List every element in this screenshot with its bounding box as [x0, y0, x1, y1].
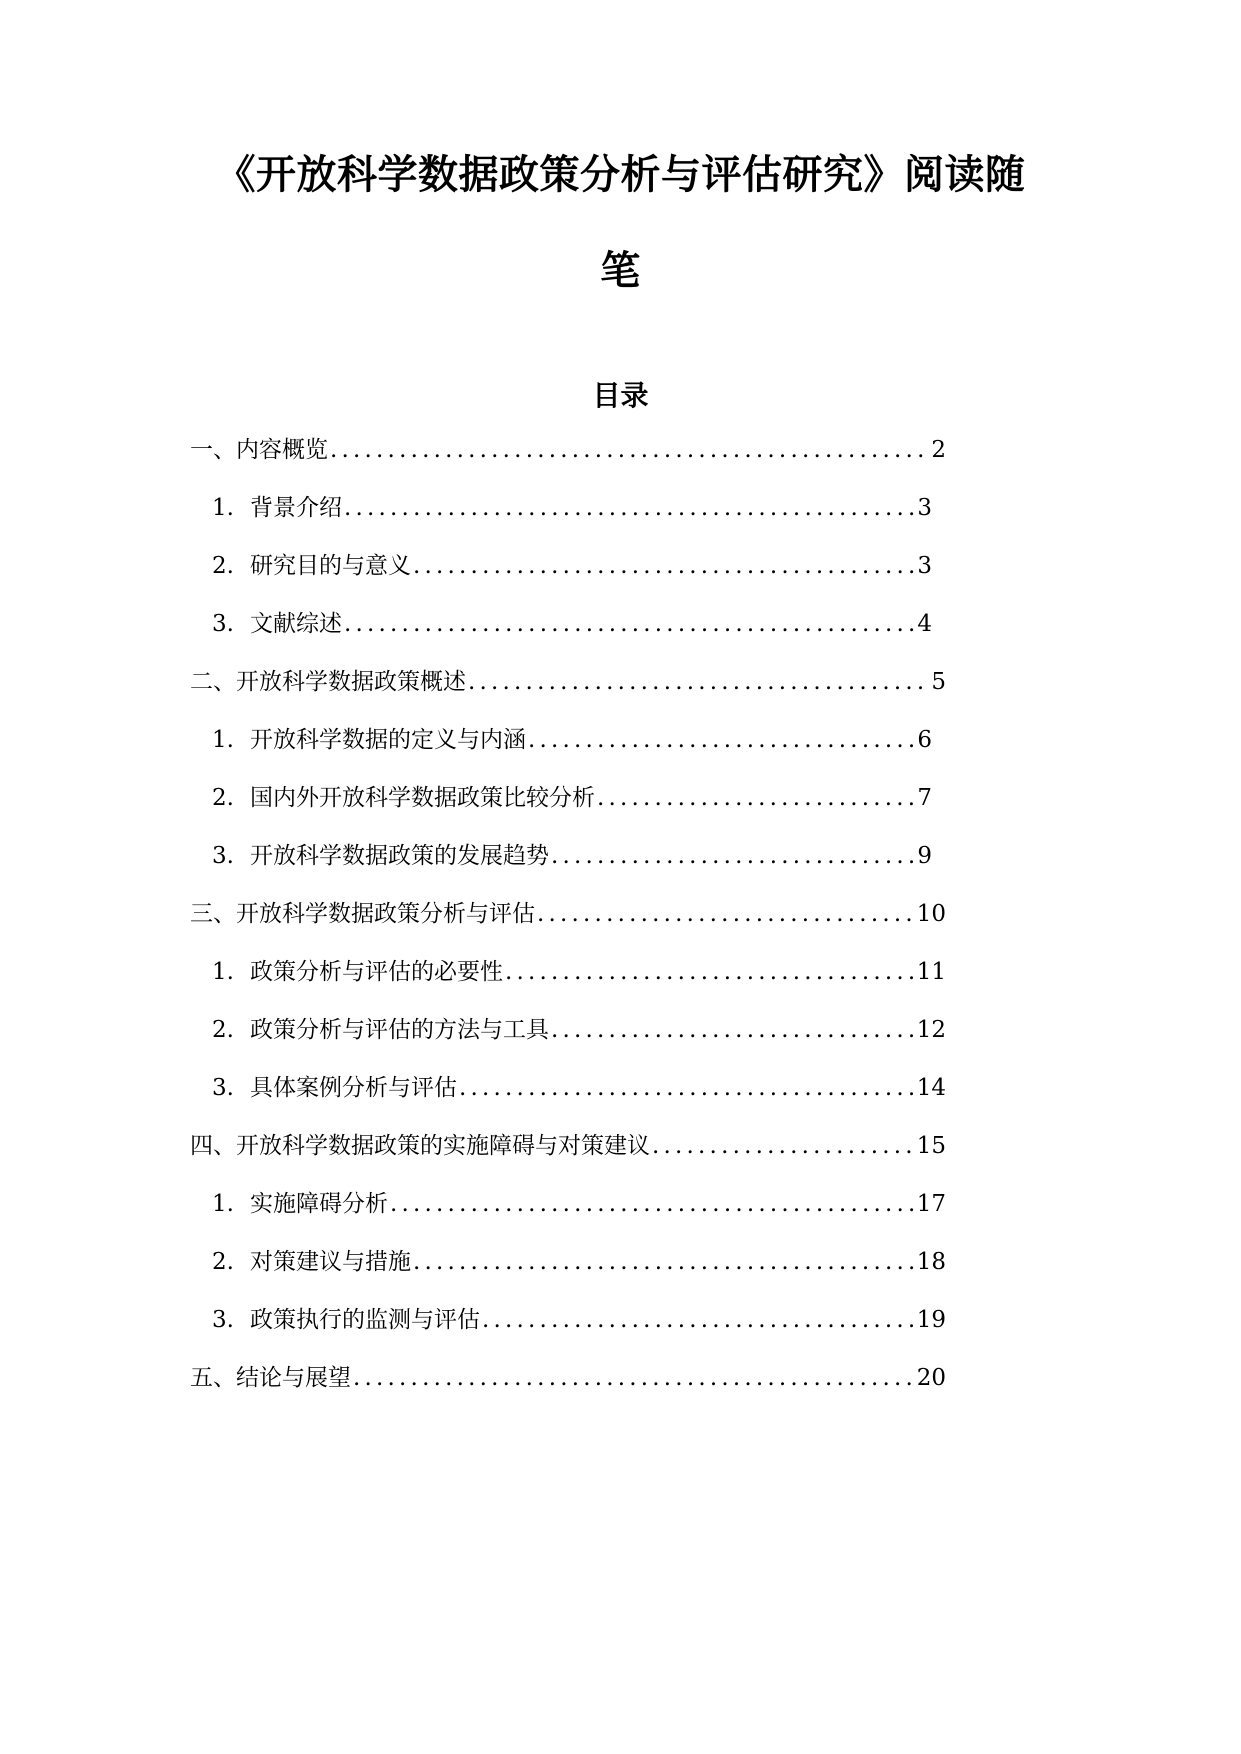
- toc-entry-number: 3.: [212, 1307, 234, 1333]
- toc-page-number: 4: [917, 611, 932, 637]
- toc-dot-leader: [330, 434, 929, 466]
- toc-dot-leader: [459, 1072, 915, 1104]
- toc-page-number: 20: [916, 1365, 946, 1391]
- toc-page-number: 19: [916, 1307, 946, 1333]
- toc-page-number: 11: [916, 959, 946, 985]
- toc-dot-leader: [505, 956, 915, 988]
- toc-page-number: 5: [931, 669, 946, 695]
- toc-entry-label: 背景介绍: [250, 495, 342, 521]
- document-title-line-1: 《开放科学数据政策分析与评估研究》阅读随: [215, 151, 1026, 198]
- toc-entry[interactable]: [212, 1072, 946, 1104]
- toc-entry[interactable]: [212, 1014, 946, 1046]
- toc-entry-label: 实施障碍分析: [250, 1191, 388, 1217]
- toc-dot-leader: [468, 666, 929, 698]
- toc-entry-number: 3.: [212, 843, 234, 869]
- toc-page-number: 7: [917, 785, 932, 811]
- toc-entry-label: 三、开放科学数据政策分析与评估: [190, 901, 535, 927]
- toc-entry-number: 2.: [212, 1017, 234, 1043]
- toc-entry-label: 四、开放科学数据政策的实施障碍与对策建议: [190, 1133, 650, 1159]
- toc-entry[interactable]: [212, 1188, 946, 1220]
- toc-entry-label: 对策建议与措施: [250, 1249, 411, 1275]
- toc-page-number: 6: [917, 727, 932, 753]
- toc-entry-label: 一、内容概览: [190, 437, 328, 463]
- toc-entry-label: 开放科学数据政策的发展趋势: [250, 843, 549, 869]
- toc-entry[interactable]: [190, 898, 946, 930]
- toc-dot-leader: [413, 550, 915, 582]
- toc-dot-leader: [344, 608, 915, 640]
- toc-dot-leader: [537, 898, 915, 930]
- toc-entry-label: 二、开放科学数据政策概述: [190, 669, 466, 695]
- toc-page-number: 17: [916, 1191, 946, 1217]
- toc-entry-label: 政策分析与评估的方法与工具: [250, 1017, 549, 1043]
- toc-entry-number: 2.: [212, 785, 234, 811]
- toc-entry-number: 1.: [212, 1191, 234, 1217]
- toc-entry[interactable]: [212, 782, 932, 814]
- toc-page-number: 15: [916, 1133, 946, 1159]
- toc-dot-leader: [413, 1246, 915, 1278]
- toc-page-number: 3: [917, 553, 932, 579]
- toc-entry-number: 3.: [212, 611, 234, 637]
- toc-page-number: 14: [916, 1075, 946, 1101]
- toc-entry[interactable]: [190, 434, 946, 466]
- toc-entry-number: 2.: [212, 1249, 234, 1275]
- toc-entry-number: 1.: [212, 495, 234, 521]
- toc-entry-label: 研究目的与意义: [250, 553, 411, 579]
- toc-page-number: 12: [916, 1017, 946, 1043]
- toc-dot-leader: [597, 782, 915, 814]
- toc-dot-leader: [482, 1304, 915, 1336]
- toc-entry-number: 1.: [212, 959, 234, 985]
- toc-entry[interactable]: [212, 492, 932, 524]
- toc-heading: 目录: [592, 379, 649, 412]
- toc-dot-leader: [551, 840, 915, 872]
- toc-entry-label: 政策分析与评估的必要性: [250, 959, 503, 985]
- toc-entry[interactable]: [212, 1304, 946, 1336]
- toc-entry-number: 1.: [212, 727, 234, 753]
- toc-entry-label: 五、结论与展望: [190, 1365, 351, 1391]
- toc-dot-leader: [353, 1362, 915, 1394]
- toc-entry[interactable]: [190, 666, 946, 698]
- toc-entry[interactable]: [212, 840, 932, 872]
- toc-entry[interactable]: [212, 608, 932, 640]
- toc-page-number: 10: [916, 901, 946, 927]
- toc-entry-label: 国内外开放科学数据政策比较分析: [250, 785, 595, 811]
- toc-page-number: 2: [931, 437, 946, 463]
- toc-entry-label: 文献综述: [250, 611, 342, 637]
- toc-dot-leader: [551, 1014, 915, 1046]
- toc-page-number: 9: [917, 843, 932, 869]
- toc-entry-label: 政策执行的监测与评估: [250, 1307, 480, 1333]
- toc-entry[interactable]: [190, 1130, 946, 1162]
- toc-dot-leader: [652, 1130, 915, 1162]
- toc-page-number: 18: [916, 1249, 946, 1275]
- toc-entry[interactable]: [212, 1246, 946, 1278]
- toc-entry[interactable]: [212, 956, 946, 988]
- toc-dot-leader: [528, 724, 915, 756]
- toc-entry[interactable]: [212, 724, 932, 756]
- toc-entry-label: 开放科学数据的定义与内涵: [250, 727, 526, 753]
- toc-page-number: 3: [917, 495, 932, 521]
- toc-dot-leader: [390, 1188, 915, 1220]
- document-title-line-2: 笔: [600, 247, 641, 294]
- toc-entry-number: 2.: [212, 553, 234, 579]
- toc-dot-leader: [344, 492, 915, 524]
- toc-entry[interactable]: [190, 1362, 946, 1394]
- toc-entry[interactable]: [212, 550, 932, 582]
- toc-entry-label: 具体案例分析与评估: [250, 1075, 457, 1101]
- toc-entry-number: 3.: [212, 1075, 234, 1101]
